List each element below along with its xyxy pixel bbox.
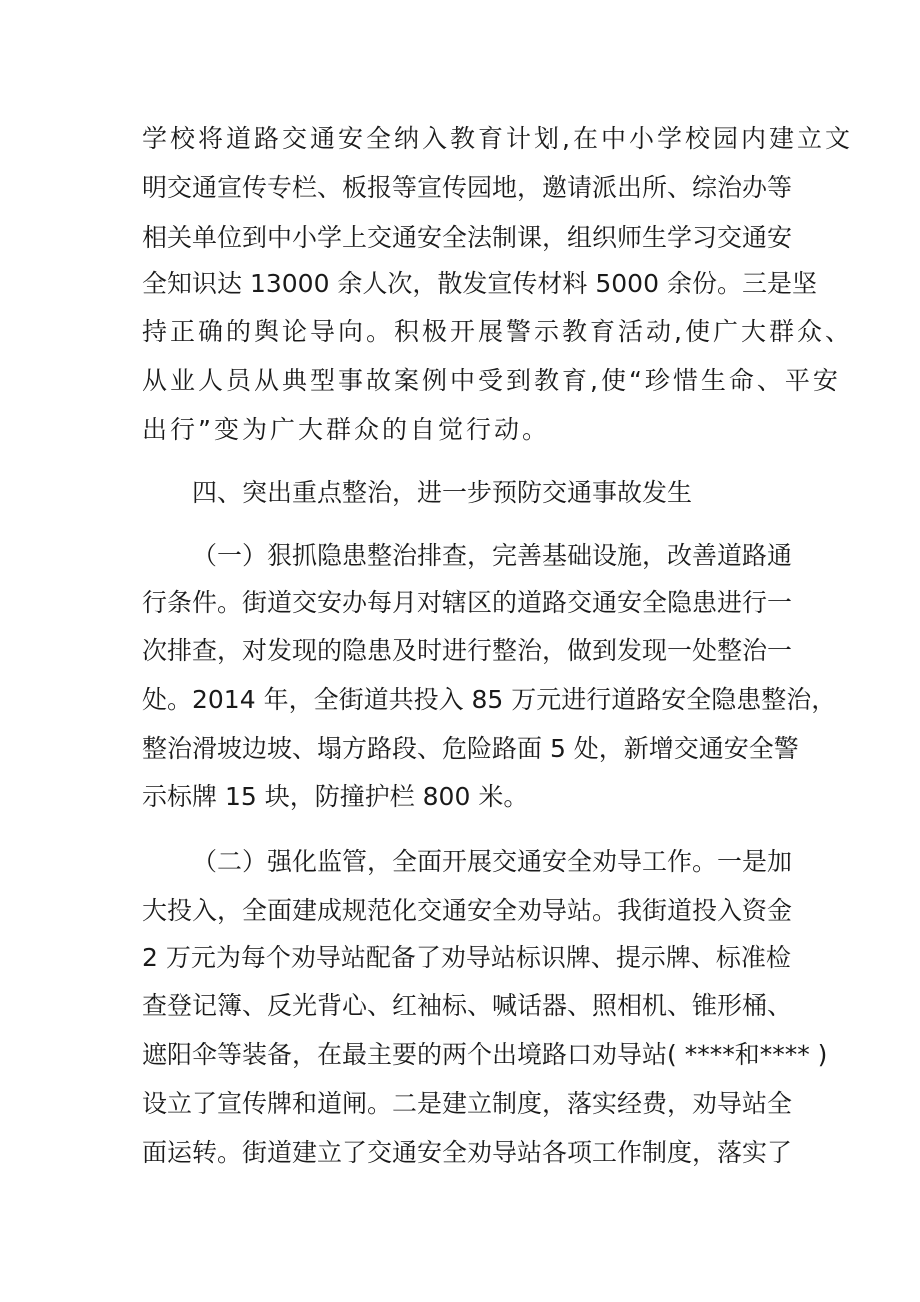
- text-line: （二）强化监管，全面开展交通安全劝导工作。一是加: [192, 847, 793, 876]
- text-line: 2 万元为每个劝导站配备了劝导站标识牌、提示牌、标准检: [142, 943, 791, 972]
- text-line: 明交通宣传专栏、板报等宣传园地，邀请派出所、综治办等: [142, 173, 793, 202]
- text-line: 学校将道路交通安全纳入教育计划,在中小学校园内建立文: [142, 124, 853, 153]
- section-heading: 四、突出重点整治，进一步预防交通事故发生: [192, 478, 693, 507]
- text-line: 大投入，全面建成规范化交通安全劝导站。我街道投入资金: [142, 896, 793, 925]
- text-line: 面运转。街道建立了交通安全劝导站各项工作制度，落实了: [142, 1138, 793, 1167]
- text-line: 全知识达 13000 余人次，散发宣传材料 5000 余份。三是坚: [142, 269, 817, 298]
- text-line: 处。2014 年，全街道共投入 85 万元进行道路安全隐患整治，: [142, 685, 837, 714]
- text-line: 设立了宣传牌和道闸。二是建立制度，落实经费，劝导站全: [142, 1089, 793, 1118]
- text-line: 出行”变为广大群众的自觉行动。: [142, 415, 550, 444]
- text-line: 相关单位到中小学上交通安全法制课，组织师生学习交通安: [142, 223, 793, 252]
- text-line: 整治滑坡边坡、塌方路段、危险路面 5 处，新增交通安全警: [142, 734, 799, 763]
- text-line: 行条件。街道交安办每月对辖区的道路交通安全隐患进行一: [142, 588, 793, 617]
- text-line: 持正确的舆论导向。积极开展警示教育活动,使广大群众、: [142, 317, 853, 346]
- text-line: 遮阳伞等装备，在最主要的两个出境路口劝导站( ****和**** ): [142, 1040, 828, 1069]
- text-line: 查登记簿、反光背心、红袖标、喊话器、照相机、锥形桶、: [142, 991, 793, 1020]
- text-line: （一）狠抓隐患整治排查，完善基础设施，改善道路通: [192, 541, 793, 570]
- text-line: 示标牌 15 块，防撞护栏 800 米。: [142, 782, 529, 811]
- text-line: 次排查，对发现的隐患及时进行整治，做到发现一处整治一: [142, 636, 793, 665]
- text-line: 从业人员从典型事故案例中受到教育,使“珍惜生命、平安: [142, 366, 841, 395]
